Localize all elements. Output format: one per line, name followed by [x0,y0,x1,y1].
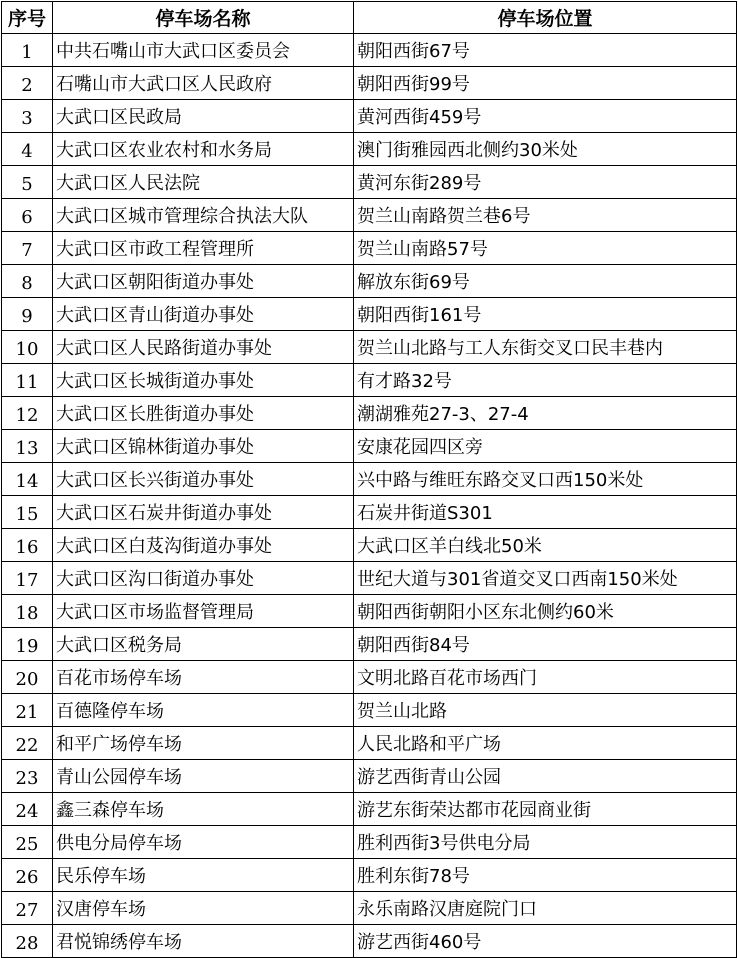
parking-location-cell: 贺兰山南路57号 [354,232,737,265]
table-row [2,892,737,925]
table-row [2,298,737,331]
parking-name-cell: 大武口区长兴街道办事处 [53,463,354,496]
table-row [2,67,737,100]
table-row [2,661,737,694]
parking-location-cell: 朝阳西街99号 [354,67,737,100]
serial-number-cell: 9 [2,298,53,331]
parking-name-cell: 大武口区农业农村和水务局 [53,133,354,166]
table-row [2,496,737,529]
serial-number-cell: 27 [2,892,53,925]
table-row [2,529,737,562]
parking-location-cell: 贺兰山南路贺兰巷6号 [354,199,737,232]
table-row [2,364,737,397]
table-body [2,34,737,958]
table-header-row [2,2,737,34]
table-row [2,562,737,595]
parking-location-cell: 澳门街雅园西北侧约30米处 [354,133,737,166]
table-row [2,430,737,463]
parking-name-cell: 大武口区青山街道办事处 [53,298,354,331]
serial-number-cell: 8 [2,265,53,298]
parking-location-cell: 游艺西街460号 [354,925,737,958]
table-row [2,595,737,628]
serial-number-cell: 6 [2,199,53,232]
parking-name-cell: 青山公园停车场 [53,760,354,793]
serial-number-cell: 11 [2,364,53,397]
parking-location-cell: 胜利西街3号供电分局 [354,826,737,859]
parking-name-cell: 百花市场停车场 [53,661,354,694]
table-row [2,628,737,661]
parking-location-cell: 黄河西街459号 [354,100,737,133]
parking-location-cell: 黄河东街289号 [354,166,737,199]
parking-location-cell: 安康花园四区旁 [354,430,737,463]
parking-name-cell: 民乐停车场 [53,859,354,892]
parking-location-cell: 大武口区羊白线北50米 [354,529,737,562]
table-row [2,166,737,199]
table-row [2,397,737,430]
parking-location-cell: 文明北路百花市场西门 [354,661,737,694]
parking-name-cell: 大武口区朝阳街道办事处 [53,265,354,298]
serial-number-cell: 1 [2,34,53,67]
header-serial-number: 序号 [2,2,53,34]
serial-number-cell: 28 [2,925,53,958]
table-row [2,232,737,265]
table-row [2,925,737,958]
parking-location-cell: 朝阳西街84号 [354,628,737,661]
table-row [2,793,737,826]
parking-location-cell: 游艺东街荣达都市花园商业街 [354,793,737,826]
parking-name-cell: 百德隆停车场 [53,694,354,727]
serial-number-cell: 7 [2,232,53,265]
parking-name-cell: 大武口区白芨沟街道办事处 [53,529,354,562]
parking-name-cell: 大武口区锦林街道办事处 [53,430,354,463]
parking-location-cell: 人民北路和平广场 [354,727,737,760]
table-row [2,331,737,364]
serial-number-cell: 10 [2,331,53,364]
serial-number-cell: 12 [2,397,53,430]
parking-name-cell: 大武口区长胜街道办事处 [53,397,354,430]
serial-number-cell: 21 [2,694,53,727]
serial-number-cell: 25 [2,826,53,859]
parking-name-cell: 汉唐停车场 [53,892,354,925]
parking-lot-table [1,1,737,958]
header-parking-location: 停车场位置 [354,2,737,34]
parking-name-cell: 石嘴山市大武口区人民政府 [53,67,354,100]
parking-name-cell: 中共石嘴山市大武口区委员会 [53,34,354,67]
parking-name-cell: 和平广场停车场 [53,727,354,760]
serial-number-cell: 24 [2,793,53,826]
parking-location-cell: 世纪大道与301省道交叉口西南150米处 [354,562,737,595]
parking-location-cell: 朝阳西街161号 [354,298,737,331]
parking-name-cell: 大武口区沟口街道办事处 [53,562,354,595]
parking-location-cell: 贺兰山北路与工人东街交叉口民丰巷内 [354,331,737,364]
serial-number-cell: 18 [2,595,53,628]
parking-name-cell: 大武口区市场监督管理局 [53,595,354,628]
parking-location-cell: 胜利东街78号 [354,859,737,892]
parking-name-cell: 大武口区民政局 [53,100,354,133]
parking-name-cell: 大武口区人民路街道办事处 [53,331,354,364]
serial-number-cell: 15 [2,496,53,529]
table-row [2,826,737,859]
serial-number-cell: 16 [2,529,53,562]
table-row [2,133,737,166]
table-row [2,727,737,760]
parking-name-cell: 鑫三森停车场 [53,793,354,826]
serial-number-cell: 13 [2,430,53,463]
serial-number-cell: 3 [2,100,53,133]
table-row [2,463,737,496]
serial-number-cell: 19 [2,628,53,661]
table-row [2,265,737,298]
parking-name-cell: 大武口区税务局 [53,628,354,661]
serial-number-cell: 5 [2,166,53,199]
parking-location-cell: 石炭井街道S301 [354,496,737,529]
parking-location-cell: 解放东街69号 [354,265,737,298]
parking-name-cell: 君悦锦绣停车场 [53,925,354,958]
parking-location-cell: 朝阳西街朝阳小区东北侧约60米 [354,595,737,628]
parking-location-cell: 潮湖雅苑27-3、27-4 [354,397,737,430]
table-row [2,199,737,232]
parking-name-cell: 大武口区长城街道办事处 [53,364,354,397]
parking-location-cell: 永乐南路汉唐庭院门口 [354,892,737,925]
table-row [2,760,737,793]
serial-number-cell: 20 [2,661,53,694]
serial-number-cell: 23 [2,760,53,793]
parking-location-cell: 游艺西街青山公园 [354,760,737,793]
parking-name-cell: 大武口区市政工程管理所 [53,232,354,265]
serial-number-cell: 14 [2,463,53,496]
parking-location-cell: 贺兰山北路 [354,694,737,727]
table-row [2,34,737,67]
serial-number-cell: 17 [2,562,53,595]
serial-number-cell: 22 [2,727,53,760]
parking-name-cell: 大武口区石炭井街道办事处 [53,496,354,529]
parking-name-cell: 供电分局停车场 [53,826,354,859]
parking-location-cell: 兴中路与维旺东路交叉口西150米处 [354,463,737,496]
table-row [2,694,737,727]
serial-number-cell: 4 [2,133,53,166]
serial-number-cell: 26 [2,859,53,892]
header-parking-name: 停车场名称 [53,2,354,34]
parking-location-cell: 有才路32号 [354,364,737,397]
table-row [2,859,737,892]
table-row [2,100,737,133]
parking-location-cell: 朝阳西街67号 [354,34,737,67]
serial-number-cell: 2 [2,67,53,100]
parking-name-cell: 大武口区城市管理综合执法大队 [53,199,354,232]
parking-name-cell: 大武口区人民法院 [53,166,354,199]
